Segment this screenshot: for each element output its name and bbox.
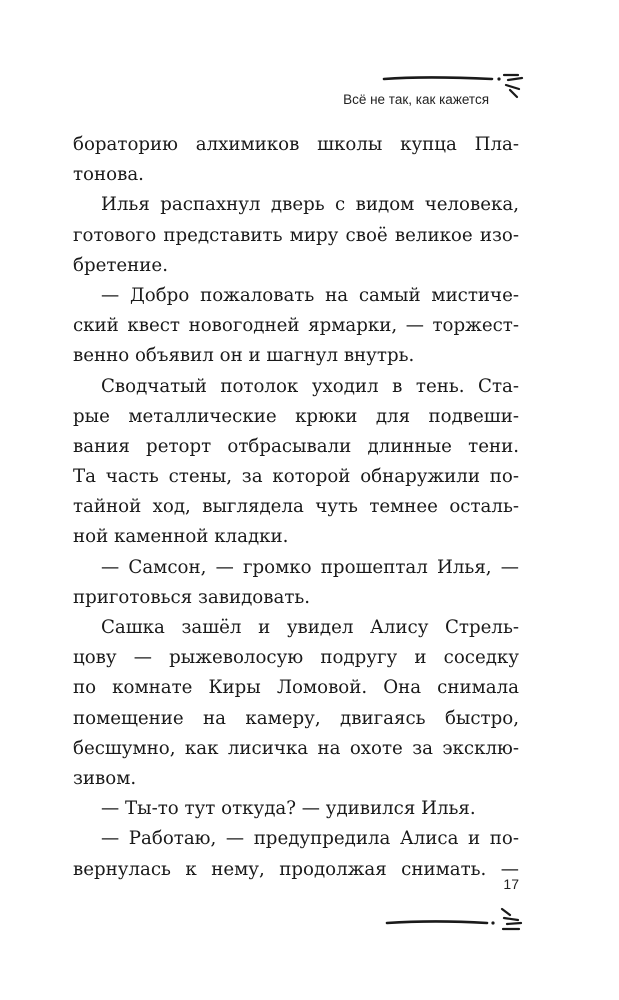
text-line: бораторию алхимиков школы купца Пла- <box>73 134 519 155</box>
text-line: вернулась к нему, продолжая снимать. — <box>73 858 519 880</box>
text-line: Илья распахнул дверь с видом человека, <box>101 194 519 216</box>
text-line: зивом. <box>73 767 137 789</box>
running-head: Всё не так, как кажется <box>343 92 489 107</box>
page-number: 17 <box>503 876 519 892</box>
text-line: помещение на камеру, двигаясь быстро, <box>73 707 519 729</box>
text-line: по комнате Киры Ломовой. Она снимала <box>73 677 519 699</box>
text-line: приготовься завидовать. <box>73 586 311 608</box>
text-line: Сводчатый потолок уходил в тень. Ста- <box>101 375 519 397</box>
text-line: Та часть стены, за которой обнаружили по- <box>73 466 519 488</box>
text-line: — Самсон, — громко прошептал Илья, — <box>101 556 519 578</box>
text-line: цову — рыжеволосую подругу и соседку <box>73 647 519 669</box>
text-line: готового представить миру своё великое изо- <box>73 224 519 246</box>
text-line: — Ты-то тут откуда? — удивился Илья. <box>101 798 476 820</box>
text-line: — Добро пожаловать на самый мистиче- <box>101 284 519 306</box>
text-line: Сашка зашёл и увидел Алису Стрель- <box>101 617 519 638</box>
text-line: бесшумно, как лисичка на охоте за эксклю- <box>73 737 519 759</box>
footer-rule-ornament <box>383 902 533 932</box>
text-line: ский квест новогодней ярмарки, — торжест- <box>73 315 519 337</box>
text-line: — Работаю, — предупредила Алиса и по- <box>101 828 519 850</box>
page-body-text <box>73 130 519 885</box>
text-line: венно объявил он и шагнул внутрь. <box>73 345 415 367</box>
text-line: тонова. <box>73 164 144 186</box>
text-line: тайной ход, выглядела чуть темнее осталь- <box>73 496 519 518</box>
text-line: вания реторт отбрасывали длинные тени. <box>73 435 519 457</box>
text-line: ной каменной кладки. <box>73 526 289 548</box>
text-line: бретение. <box>73 254 168 276</box>
text-line: рые металлические крюки для подвеши- <box>73 405 519 427</box>
